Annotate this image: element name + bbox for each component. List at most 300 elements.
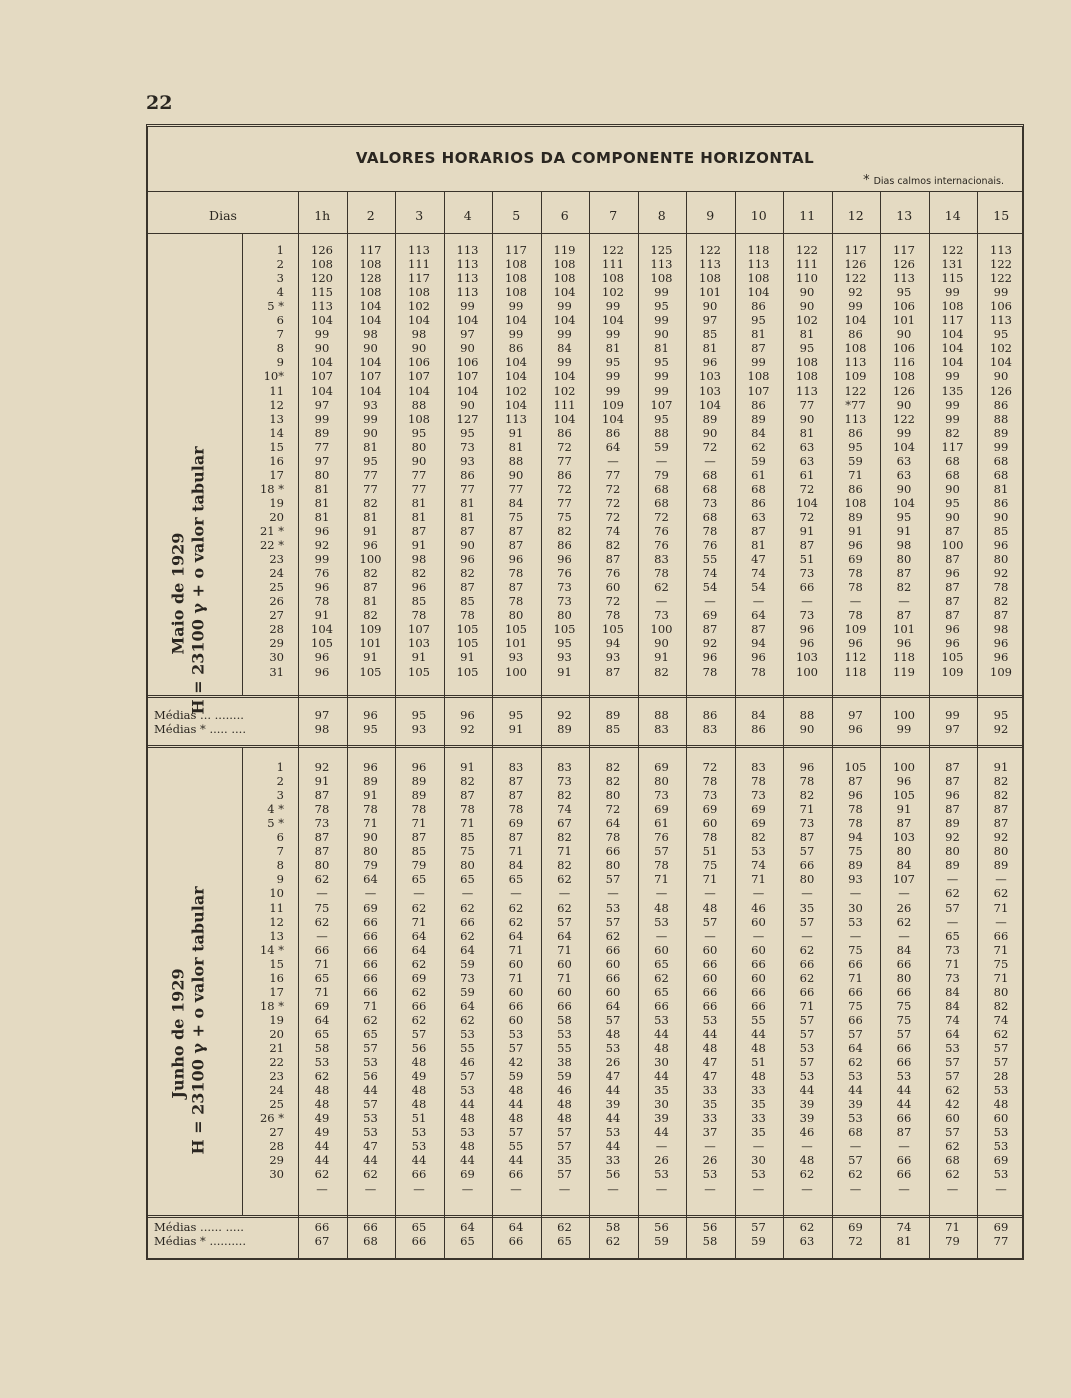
table-cell: 89 (314, 425, 330, 440)
table-cell: 107 (408, 622, 430, 637)
table-cell: 87 (508, 524, 524, 538)
table-cell: 87 (314, 830, 330, 845)
day-label: 14 * (259, 942, 284, 957)
table-cell: 122 (990, 257, 1012, 272)
means-cell: 57 (751, 1220, 766, 1234)
table-cell: 91 (460, 650, 475, 665)
table-cell: 74 (605, 524, 621, 538)
table-cell: 108 (553, 271, 576, 286)
table-cell: 71 (945, 956, 960, 971)
table-cell: 76 (702, 538, 718, 553)
table-cell: 53 (557, 1026, 572, 1041)
means-cell: 97 (945, 722, 960, 736)
divider (148, 1215, 1022, 1218)
table-cell: 77 (363, 481, 378, 496)
table-cell: 96 (848, 538, 863, 553)
table-cell: 72 (605, 481, 621, 496)
table-cell: 122 (699, 243, 721, 257)
table-cell: 78 (508, 594, 524, 609)
table-row (148, 666, 1026, 679)
table-cell: 126 (893, 257, 915, 272)
table-cell: 71 (460, 816, 475, 831)
table-cell: 86 (557, 538, 572, 553)
table-cell: 87 (751, 524, 766, 538)
table-cell: — (898, 1181, 910, 1196)
table-cell: 96 (702, 355, 718, 370)
table-cell: 90 (411, 341, 427, 356)
header-hour: 9 (706, 208, 715, 223)
means-cell: 90 (799, 722, 815, 736)
table-cell: 104 (311, 383, 333, 398)
table-cell: 46 (799, 1125, 815, 1140)
divider (148, 233, 1022, 234)
header-hour: 1h (314, 208, 331, 223)
day-label: 18 * (259, 481, 284, 496)
table-cell: 104 (553, 313, 576, 328)
table-cell: 71 (314, 956, 330, 971)
table-cell: 117 (844, 243, 867, 257)
day-label: 14 (269, 425, 284, 440)
table-cell: 80 (508, 608, 524, 623)
means-cell: 97 (848, 708, 863, 722)
table-cell: 72 (557, 481, 572, 496)
table-cell: 62 (848, 1055, 863, 1070)
table-cell: 53 (896, 1069, 912, 1084)
table-cell: 84 (945, 998, 960, 1013)
table-cell: 100 (893, 760, 915, 774)
table-cell: 82 (557, 788, 572, 803)
means-cell: 66 (508, 1234, 524, 1248)
table-cell: 59 (848, 453, 863, 468)
table-cell: 128 (359, 271, 382, 286)
table-cell: 66 (848, 1012, 863, 1027)
table-cell: — (704, 1139, 716, 1154)
table-cell: 87 (848, 774, 863, 789)
table-cell: 68 (945, 467, 960, 482)
table-cell: 73 (557, 580, 572, 595)
table-cell: 59 (508, 1069, 524, 1084)
table-cell: 108 (747, 271, 770, 286)
table-cell: 86 (557, 425, 572, 440)
table-cell: 59 (460, 984, 475, 999)
table-cell: 44 (702, 1026, 718, 1041)
table-cell: 99 (945, 411, 960, 426)
table-cell: — (704, 928, 716, 943)
table-cell: 80 (993, 984, 1009, 999)
table-cell: 99 (460, 299, 475, 314)
table-cell: 62 (799, 1167, 815, 1182)
table-cell: 78 (654, 858, 669, 873)
table-cell: 53 (848, 1069, 863, 1084)
table-cell: 113 (747, 257, 770, 272)
table-cell: 87 (751, 622, 766, 637)
table-cell: 62 (557, 900, 572, 915)
means-cell: 88 (799, 708, 815, 722)
means-cell: 66 (411, 1234, 427, 1248)
table-cell: — (801, 594, 813, 609)
table-cell: 118 (747, 243, 770, 257)
table-cell: 81 (751, 327, 766, 342)
table-cell: 88 (411, 397, 427, 412)
table-cell: 62 (993, 886, 1009, 901)
table-cell: 96 (945, 788, 960, 803)
table-cell: 104 (747, 285, 770, 300)
table-cell: 91 (314, 608, 330, 623)
means-cell: 68 (363, 1234, 378, 1248)
table-cell: 71 (508, 970, 524, 985)
table-cell: 66 (896, 984, 912, 999)
table-cell: — (801, 886, 813, 901)
table-cell: 92 (848, 285, 863, 300)
table-cell: 90 (654, 327, 669, 342)
table-cell: 86 (751, 397, 766, 412)
table-cell: 117 (505, 243, 527, 257)
table-cell: 66 (557, 998, 572, 1013)
table-row (148, 483, 1026, 496)
table-cell: 117 (893, 243, 915, 257)
table-cell: 96 (314, 650, 330, 665)
table-cell: 99 (848, 299, 863, 314)
table-cell: 62 (314, 1069, 330, 1084)
table-cell: 72 (654, 509, 669, 524)
table-cell: 48 (314, 1097, 330, 1112)
table-cell: 87 (799, 538, 815, 553)
table-cell: 82 (993, 774, 1009, 789)
table-cell: 54 (702, 580, 718, 595)
table-cell: 66 (896, 1041, 912, 1055)
table-cell: 44 (460, 1153, 475, 1168)
table-cell: 87 (945, 608, 960, 623)
table-cell: 90 (460, 341, 475, 356)
header-hour: 12 (847, 208, 864, 223)
table-cell: 73 (702, 495, 718, 510)
table-cell: 66 (702, 956, 718, 971)
table-cell: 62 (945, 1083, 960, 1098)
table-cell: 86 (848, 425, 863, 440)
table-cell: 48 (411, 1055, 427, 1070)
table-cell: 60 (702, 942, 718, 957)
table-cell: 126 (990, 383, 1012, 398)
table-cell: 90 (945, 481, 960, 496)
table-cell: 113 (990, 313, 1012, 328)
table-cell: 71 (654, 872, 669, 887)
table-cell: 80 (605, 858, 621, 873)
table-cell: 44 (363, 1153, 378, 1168)
table-cell: 78 (848, 608, 863, 623)
table-cell: 61 (799, 467, 815, 482)
table-cell: 57 (945, 1069, 960, 1084)
day-label: 15 (269, 956, 284, 971)
table-row (148, 1112, 1026, 1125)
table-cell: 63 (799, 439, 815, 454)
table-cell: 108 (941, 299, 964, 314)
table-cell: 99 (654, 285, 669, 300)
table-cell: 95 (993, 327, 1009, 342)
table-cell: 107 (893, 872, 915, 887)
table-cell: 122 (796, 243, 818, 257)
table-cell: 62 (411, 956, 427, 971)
table-cell: 87 (945, 524, 960, 538)
table-cell: 102 (796, 313, 818, 328)
table-cell: 99 (363, 411, 378, 426)
table-cell: — (655, 594, 668, 609)
table-cell: — (752, 594, 765, 609)
table-cell: 71 (411, 914, 427, 929)
table-cell: 65 (363, 1026, 378, 1041)
table-cell: 91 (896, 802, 912, 817)
means-cell: 89 (557, 722, 572, 736)
table-cell: — (946, 914, 959, 929)
table-cell: 96 (411, 580, 427, 595)
table-cell: — (316, 886, 328, 901)
table-cell: 117 (941, 439, 964, 454)
table-cell: 117 (359, 243, 382, 257)
table-cell: 74 (751, 858, 766, 873)
table-cell: 95 (460, 425, 475, 440)
day-label: 8 (276, 858, 284, 873)
table-cell: 76 (654, 524, 669, 538)
table-cell: — (316, 928, 328, 943)
table-cell: 113 (408, 243, 430, 257)
table-cell: 26 (702, 1153, 718, 1168)
table-cell: 131 (941, 257, 964, 272)
day-label: 22 * (259, 538, 284, 553)
table-cell: 66 (896, 1055, 912, 1070)
means-cell: 62 (557, 1220, 572, 1234)
table-cell: 69 (460, 1167, 475, 1182)
table-cell: 78 (848, 580, 863, 595)
table-row (148, 427, 1026, 440)
table-row (148, 595, 1026, 608)
table-cell: 44 (654, 1125, 669, 1140)
table-cell: 75 (314, 900, 330, 915)
table-cell: 90 (993, 509, 1009, 524)
table-cell: 90 (702, 299, 718, 314)
means-cell: 100 (893, 708, 915, 722)
table-cell: 89 (751, 411, 766, 426)
table-cell: 126 (844, 257, 867, 272)
table-cell: 93 (605, 650, 621, 665)
table-cell: 81 (363, 594, 378, 609)
table-cell: 96 (945, 566, 960, 581)
means-cell: 58 (605, 1220, 621, 1234)
table-cell: 81 (460, 509, 475, 524)
table-cell: 92 (993, 566, 1009, 581)
table-cell: 75 (848, 942, 863, 957)
table-cell: 106 (408, 355, 430, 370)
table-cell: 53 (411, 1139, 427, 1154)
table-cell: 105 (456, 622, 479, 637)
table-row (148, 1098, 1026, 1111)
table-cell: 87 (945, 580, 960, 595)
table-cell: 91 (508, 425, 524, 440)
table-cell: 78 (605, 830, 621, 845)
table-cell: 91 (993, 760, 1009, 774)
means-cell: 95 (411, 708, 427, 722)
table-cell: 82 (460, 774, 475, 789)
table-cell: 104 (456, 383, 479, 398)
table-cell: — (752, 1139, 765, 1154)
means-cell: 83 (702, 722, 718, 736)
table-cell: — (995, 914, 1007, 929)
table-cell: 48 (751, 1069, 766, 1084)
table-cell: 57 (363, 1097, 378, 1112)
means-cell: 58 (702, 1234, 718, 1248)
table-cell: 80 (799, 872, 815, 887)
table-cell: 51 (411, 1111, 427, 1126)
table-cell: 101 (893, 313, 915, 328)
table-row (148, 258, 1026, 271)
table-cell: 81 (314, 509, 330, 524)
table-cell: 75 (896, 1012, 912, 1027)
means-cell: 65 (557, 1234, 572, 1248)
table-cell: 79 (654, 467, 669, 482)
table-cell: 108 (505, 257, 527, 272)
table-cell: 77 (799, 397, 815, 412)
table-cell: 108 (408, 411, 430, 426)
table-cell: 90 (945, 509, 960, 524)
table-cell: 109 (844, 622, 867, 637)
table-row (148, 1014, 1026, 1027)
day-label: 24 (269, 1083, 284, 1098)
table-cell: — (898, 1139, 910, 1154)
table-row (148, 845, 1026, 858)
table-cell: 65 (654, 984, 669, 999)
table-cell: 78 (654, 566, 669, 581)
table-cell: — (849, 1139, 862, 1154)
table-cell: 69 (411, 970, 427, 985)
table-cell: 37 (702, 1125, 718, 1140)
table-cell: 66 (799, 858, 815, 873)
table-cell: 58 (557, 1012, 572, 1027)
table-cell: 95 (654, 355, 669, 370)
table-cell: 104 (359, 383, 382, 398)
table-cell: 81 (460, 495, 475, 510)
table-cell: 62 (848, 1167, 863, 1182)
table-cell: 96 (314, 524, 330, 538)
table-cell: 96 (799, 760, 815, 774)
table-cell: *77 (845, 397, 866, 412)
table-cell: 103 (408, 636, 430, 651)
table-cell: 69 (363, 900, 378, 915)
table-cell: 26 (605, 1055, 621, 1070)
table-cell: 71 (799, 802, 815, 817)
table-cell: 62 (460, 1012, 475, 1027)
table-cell: 66 (799, 580, 815, 595)
table-row (148, 817, 1026, 830)
table-cell: 60 (605, 956, 621, 971)
header-hour: 11 (799, 208, 816, 223)
table-title: VALORES HORARIOS DA COMPONENTE HORIZONTAL (355, 149, 815, 167)
table-cell: 30 (654, 1097, 669, 1112)
table-cell: 48 (799, 1153, 815, 1168)
day-label: 29 (269, 1153, 284, 1168)
table-cell: — (752, 886, 765, 901)
table-cell: 87 (411, 524, 427, 538)
table-cell: 64 (605, 439, 621, 454)
table-cell: 72 (605, 495, 621, 510)
table-cell: 113 (311, 299, 333, 314)
table-cell: 105 (505, 622, 527, 637)
table-cell: 60 (605, 580, 621, 595)
table-cell: 91 (314, 774, 330, 789)
table-cell: 49 (314, 1125, 330, 1140)
table-cell: 94 (605, 636, 621, 651)
table-row (148, 1056, 1026, 1069)
table-cell: — (655, 886, 668, 901)
table-cell: 96 (945, 636, 960, 651)
table-cell: 62 (411, 900, 427, 915)
table-cell: 71 (993, 970, 1009, 985)
table-cell: 62 (993, 1026, 1009, 1041)
day-label: 21 (269, 1041, 284, 1055)
means-cell: 96 (848, 722, 863, 736)
day-label: 25 (269, 1097, 284, 1112)
means-cell: 56 (654, 1220, 669, 1234)
table-cell: 80 (411, 439, 427, 454)
table-row (148, 441, 1026, 454)
day-label: 17 (269, 984, 284, 999)
table-cell: 67 (557, 816, 572, 831)
table-cell: 44 (508, 1097, 524, 1112)
day-label: 30 (269, 650, 284, 665)
table-cell: 64 (411, 942, 427, 957)
table-row (148, 328, 1026, 341)
table-cell: 80 (654, 774, 669, 789)
table-cell: 74 (557, 802, 572, 817)
header-hour: 15 (993, 208, 1010, 223)
table-row (148, 1140, 1026, 1153)
header-hour: 14 (944, 208, 961, 223)
means-cell: 92 (993, 722, 1009, 736)
table-cell: 57 (848, 1153, 863, 1168)
means-cell: 92 (557, 708, 572, 722)
table-cell: 71 (848, 467, 863, 482)
table-cell: 82 (557, 858, 572, 873)
table-cell: 44 (848, 1083, 863, 1098)
day-label: 7 (276, 844, 284, 859)
table-cell: 71 (508, 942, 524, 957)
table-cell: 57 (799, 844, 815, 859)
means-cell: 99 (945, 708, 960, 722)
table-cell: 72 (605, 594, 621, 609)
table-cell: 48 (993, 1097, 1009, 1112)
table-cell: 66 (363, 984, 378, 999)
table-row (148, 342, 1026, 355)
table-cell: 104 (699, 397, 721, 412)
table-cell: 104 (941, 327, 964, 342)
table-cell: — (752, 928, 765, 943)
table-cell: 87 (799, 830, 815, 845)
table-cell: 104 (505, 369, 527, 384)
table-cell: 102 (990, 341, 1012, 356)
table-cell: 113 (650, 257, 673, 272)
table-cell: 30 (751, 1153, 766, 1168)
table-cell: 57 (945, 900, 960, 915)
table-cell: 90 (993, 369, 1009, 384)
table-cell: 30 (848, 900, 863, 915)
table-cell: 62 (460, 900, 475, 915)
table-cell: 92 (945, 830, 960, 845)
table-cell: 108 (844, 495, 867, 510)
table-cell: 82 (654, 664, 669, 679)
table-cell: 54 (751, 580, 766, 595)
table-cell: 108 (650, 271, 673, 286)
table-cell: 96 (945, 622, 960, 637)
table-cell: 96 (751, 650, 766, 665)
table-cell: 104 (359, 355, 382, 370)
table-cell: 60 (654, 942, 669, 957)
